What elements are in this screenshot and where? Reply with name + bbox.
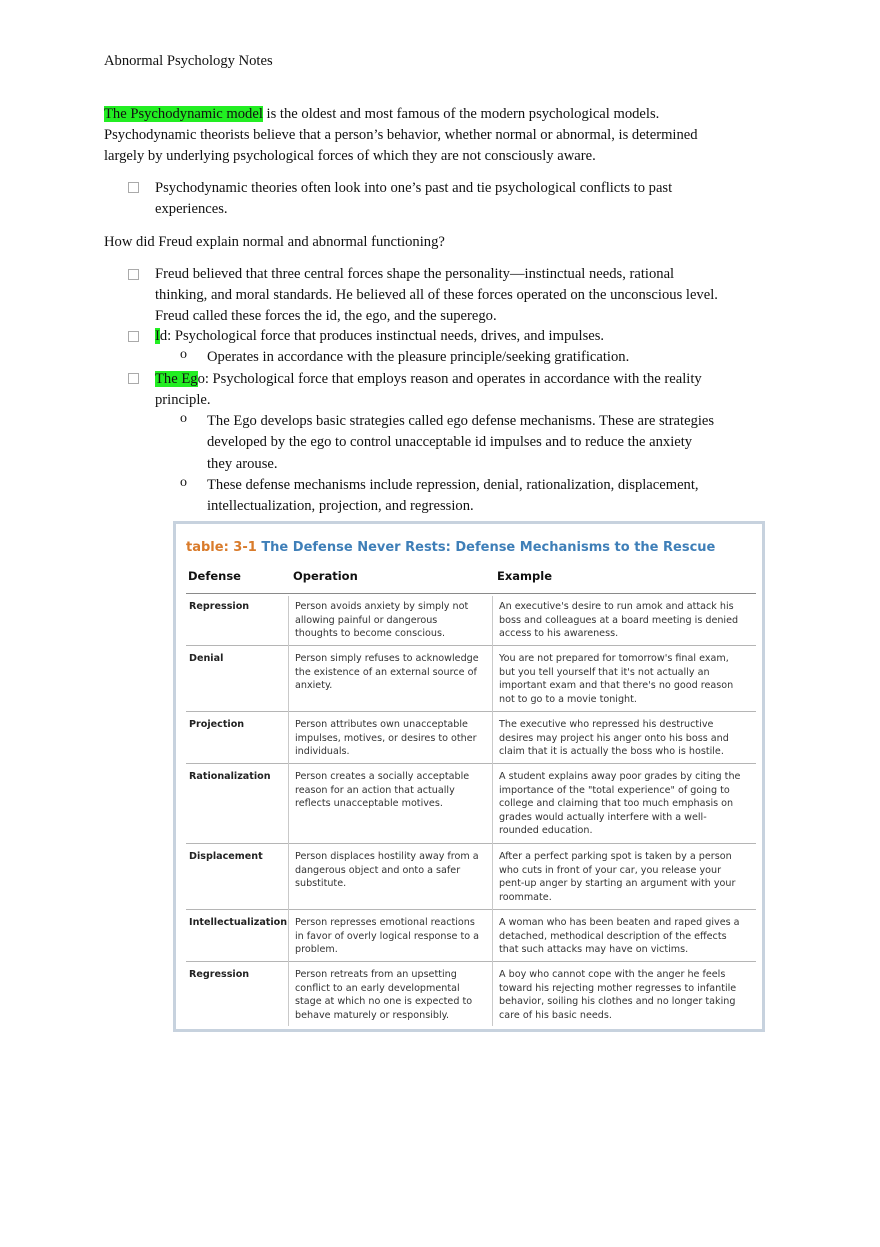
bullet-4-sub-2-line-1: These defense mechanisms include repression, denial, rationalization, displacement, — [207, 477, 699, 493]
column-header-operation: Operation — [293, 569, 358, 583]
table-cell-line: allowing painful or dangerous — [295, 614, 438, 626]
table-cell-line: The executive who repressed his destructive — [499, 719, 714, 730]
table-cell-line: that such attacks may have on victims. — [499, 944, 689, 956]
table-cell-line: behave maturely or responsibly. — [295, 1009, 449, 1021]
table-cell-line: You are not prepared for tomorrow's final exam, — [499, 653, 729, 664]
row-divider — [186, 711, 756, 712]
table-cell-line: the existence of an external source of — [295, 666, 477, 678]
table-cell-line: pent-up anger by starting an argument with your — [499, 878, 736, 890]
row-divider — [186, 763, 756, 764]
bullet-4-sub-1-line-1: The Ego develops basic strategies called ego defense mechanisms. These are strategies — [207, 413, 715, 429]
sub-bullet-marker: o — [180, 347, 187, 362]
table-cell-defense: Projection — [189, 719, 245, 730]
table-cell-defense: Displacement — [189, 851, 263, 862]
table-cell-defense: Denial — [189, 653, 224, 664]
table-label: table: 3-1 — [186, 540, 257, 555]
bullet-4-line-2: principle. — [155, 392, 211, 408]
table-cell-defense: Intellectualization — [189, 917, 288, 928]
table-cell-line: college and claiming that too much emphasis on — [499, 798, 734, 810]
table-cell-line: A student explains away poor grades by citing the — [499, 771, 741, 782]
table-cell-example — [499, 600, 738, 641]
bullet-4-text: o: Psychological force that employs reason and operates in accordance with the reality — [197, 371, 702, 387]
highlight-id: I — [155, 328, 160, 344]
table-cell-line: Person creates a socially acceptable — [295, 771, 470, 782]
table-cell-example — [499, 770, 740, 838]
table-cell-line: importance of the "total experience" of going to — [499, 784, 730, 796]
table-cell-line: After a perfect parking spot is taken by a person — [499, 851, 732, 862]
table-cell-line: who cuts in front of your car, you release your — [499, 864, 722, 876]
table-cell-line: access to his awareness. — [499, 628, 619, 640]
bullet-2-line-1: Freud believed that three central forces shape the personality—instinctual needs, rational — [155, 266, 675, 282]
intro-line-2: Psychodynamic theorists believe that a person’s behavior, whether normal or abnormal, is determined — [104, 127, 698, 143]
table-cell-defense: Rationalization — [189, 771, 271, 782]
intro-line-3: largely by underlying psychological forces of which they are not consciously aware. — [104, 148, 596, 164]
row-divider — [186, 961, 756, 962]
bullet-3-text: d: Psychological force that produces instinctual needs, drives, and impulses. — [159, 328, 605, 344]
table-cell-line: toward his rejecting mother regresses to infantile — [499, 982, 737, 994]
table-cell-line: thoughts to become conscious. — [295, 628, 446, 640]
sub-bullet-marker: o — [180, 475, 187, 490]
table-cell-line: but you tell yourself that it's not actually an — [499, 666, 710, 678]
table-cell-line: substitute. — [295, 878, 347, 890]
table-cell-line: dangerous object and onto a safer — [295, 864, 461, 876]
document-header: Abnormal Psychology Notes — [104, 53, 273, 69]
table-cell-operation — [295, 718, 477, 759]
highlight-psychodynamic-model: The Psychodynamic model — [104, 106, 263, 122]
table-cell-line: Person attributes own unacceptable — [295, 719, 468, 730]
bullet-4-sub-1-line-3: they arouse. — [207, 456, 278, 472]
table-cell-line: anxiety. — [295, 680, 333, 692]
table-cell-example — [499, 850, 735, 904]
bullet-4-sub-1-line-2: developed by the ego to control unacceptable id impulses and to reduce the anxiety — [207, 434, 693, 450]
bullet-marker — [128, 331, 139, 342]
table-cell-operation — [295, 916, 479, 957]
bullet-1-line-2: experiences. — [155, 201, 228, 217]
bullet-marker — [128, 373, 139, 384]
table-cell-line: stage at which no one is expected to — [295, 996, 473, 1008]
table-cell-operation — [295, 968, 472, 1022]
table-cell-line: claim that it is actually the boss who is hostile. — [499, 746, 724, 758]
table-cell-line: A boy who cannot cope with the anger he feels — [499, 969, 726, 980]
table-cell-example — [499, 718, 729, 759]
table-cell-line: individuals. — [295, 746, 350, 758]
section-question: How did Freud explain normal and abnormal functioning? — [104, 234, 445, 250]
table-cell-example — [499, 968, 736, 1022]
row-divider — [186, 645, 756, 646]
column-divider — [288, 596, 289, 1026]
highlight-ego: The Eg — [155, 371, 198, 387]
table-cell-line: not to go to a movie tonight. — [499, 693, 637, 705]
bullet-marker — [128, 182, 139, 193]
bullet-2-line-2: thinking, and moral standards. He believed all of these forces operated on the unconscious level. — [155, 287, 718, 303]
table-cell-line: rounded education. — [499, 825, 593, 837]
column-header-example: Example — [497, 569, 552, 583]
table-cell-line: grades would actually interfere with a well- — [499, 811, 707, 823]
table-cell-line: reason for an action that actually — [295, 784, 455, 796]
table-cell-line: Person avoids anxiety by simply not — [295, 601, 469, 612]
table-cell-line: Person displaces hostility away from a — [295, 851, 479, 862]
table-cell-line: boss and colleagues at a board meeting is denied — [499, 614, 739, 626]
table-cell-line: desires may project his anger onto his boss and — [499, 732, 729, 744]
table-cell-line: important exam and that there's no good reason — [499, 680, 734, 692]
table-cell-operation — [295, 600, 468, 641]
intro-line-1-text: is the oldest and most famous of the modern psychological models. — [262, 106, 660, 122]
table-cell-defense: Repression — [189, 601, 250, 612]
table-cell-line: impulses, motives, or desires to other — [295, 732, 477, 744]
bullet-3-line-1 — [155, 326, 770, 347]
bullet-marker — [128, 269, 139, 280]
table-cell-defense: Regression — [189, 969, 250, 980]
table-cell-line: behavior, soiling his clothes and no longer taking — [499, 996, 736, 1008]
bullet-4-line-1 — [155, 369, 770, 390]
table-cell-line: care of his basic needs. — [499, 1009, 612, 1021]
bullet-4-sub-2-line-2: intellectualization, projection, and regression. — [207, 498, 474, 514]
table-cell-example — [499, 652, 733, 706]
column-divider — [492, 596, 493, 1026]
intro-line-1 — [104, 104, 764, 125]
bullet-3-sub-1: Operates in accordance with the pleasure principle/seeking gratification. — [207, 349, 630, 365]
table-cell-line: Person simply refuses to acknowledge — [295, 653, 479, 664]
sub-bullet-marker: o — [180, 411, 187, 426]
table-cell-line: detached, methodical description of the effects — [499, 930, 727, 942]
row-divider — [186, 843, 756, 844]
table-cell-line: in favor of overly logical response to a — [295, 930, 480, 942]
table-cell-line: roommate. — [499, 891, 552, 903]
table-cell-example — [499, 916, 740, 957]
bullet-2-line-3: Freud called these forces the id, the ego, and the superego. — [155, 308, 497, 324]
table-cell-line: reflects unacceptable motives. — [295, 798, 443, 810]
table-title — [186, 540, 715, 555]
table-cell-operation — [295, 770, 469, 811]
table-cell-line: Person represses emotional reactions — [295, 917, 475, 928]
bullet-1-line-1: Psychodynamic theories often look into one’s past and tie psychological conflicts to past — [155, 180, 673, 196]
table-title-text: The Defense Never Rests: Defense Mechanisms to the Rescue — [261, 540, 716, 555]
table-cell-line: An executive's desire to run amok and attack his — [499, 601, 734, 612]
table-cell-operation — [295, 652, 479, 693]
table-cell-operation — [295, 850, 479, 891]
table-cell-line: Person retreats from an upsetting — [295, 969, 457, 980]
row-divider — [186, 909, 756, 910]
table-cell-line: A woman who has been beaten and raped gives a — [499, 917, 740, 928]
defense-mechanisms-table — [173, 521, 765, 1032]
column-header-defense: Defense — [188, 569, 241, 583]
table-cell-line: problem. — [295, 944, 338, 956]
table-cell-line: conflict to an early developmental — [295, 982, 460, 994]
header-rule — [186, 593, 756, 594]
